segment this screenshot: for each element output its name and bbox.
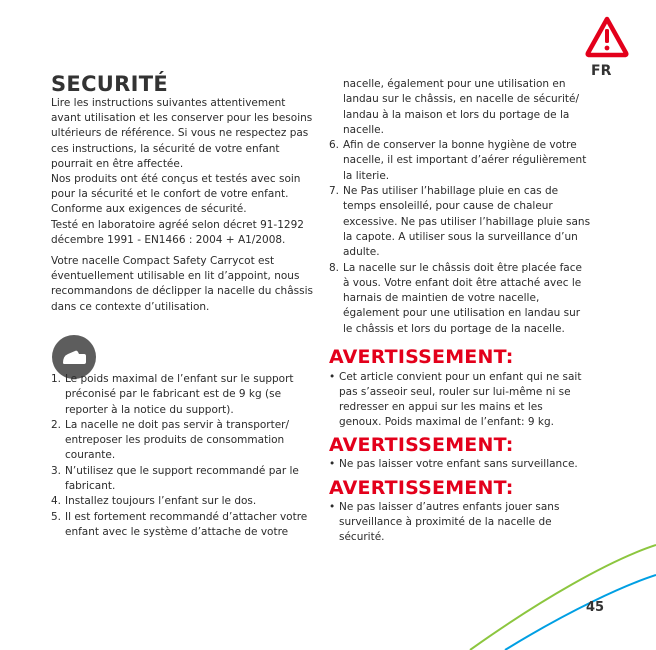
list-item: 2. La nacelle ne doit pas servir à transporter/ entreposer les produits de consommation courante. [51, 418, 290, 462]
conformity-text: Conforme aux exigences de sécurité. [51, 203, 247, 216]
warning-title: AVERTISSEMENT: [329, 477, 514, 499]
list-item: 3. N’utilisez que le support recommandé par le fabricant. [51, 464, 299, 493]
list-item: 6. Afin de conserver la bonne hygiène de votre nacelle, il est important d’aérer régulièrement la literie. [329, 139, 587, 182]
language-label: FR [591, 63, 612, 79]
warning-triangle-icon [585, 16, 629, 58]
warning-text: • Ne pas laisser votre enfant sans surveillance. [329, 458, 578, 470]
green-curve [470, 545, 656, 650]
list-item-continued: nacelle, également pour une utilisation en landau sur le châssis, en nacelle de sécurité/ landau à la maison et lors du portage de la nacelle. [343, 78, 580, 136]
blue-curve [505, 575, 656, 650]
instructions-list-left [51, 372, 313, 540]
list-item: 1. Le poids maximal de l’enfant sur le support préconisé par le fabricant est de 9 kg (se reporter à la notice du support). [51, 373, 294, 416]
intro-text: Lire les instructions suivantes attentivement avant utilisation et les conserver pour les besoins ultérieurs de référence. Si vous ne respectez pas ces instructions, la sécurité de votre enfant pourrait en être affectée. [51, 97, 313, 170]
usage-text: Votre nacelle Compact Safety Carrycot est éventuellement utilisable en lit d’appoint, nous recommandons de déclipper la nacelle du châssis dans ce contexte d’utilisation. [51, 255, 313, 313]
list-item: 5. Il est fortement recommandé d’attacher votre enfant avec le système d’attache de votre [51, 510, 308, 538]
instructions-list-right [329, 77, 591, 337]
lab-text: Testé en laboratoire agréé selon décret 91-1292 décembre 1991 - EN1466 : 2004 + A1/2008. [51, 218, 304, 246]
list-item: 4. Installez toujours l’enfant sur le dos. [51, 495, 257, 508]
tested-text: Nos produits ont été conçus et testés avec soin pour la sécurité et le confort de votre enfant. [51, 173, 301, 201]
warning-title: AVERTISSEMENT: [329, 346, 514, 368]
page-number: 45 [586, 600, 605, 615]
warning-title: AVERTISSEMENT: [329, 434, 514, 456]
warning-text: • Cet article convient pour un enfant qui ne sait pas s’asseoir seul, rouler sur lui-même ni se redresser en appui sur les mains et les genoux. Poids maximal de l’enfant: 9 kg. [329, 371, 582, 428]
page-title: SECURITÉ [51, 72, 168, 96]
warning-text: • Ne pas laisser d’autres enfants jouer sans surveillance à proximité de la nacelle de sécurité. [329, 501, 560, 543]
list-item: 8. La nacelle sur le châssis doit être placée face à vous. Votre enfant doit être attaché avec le harnais de maintien de votre nacelle, également pour une utilisation en landau sur le châssis et lors du portage de la nacelle. [329, 261, 582, 335]
list-item: 7. Ne Pas utiliser l’habillage pluie en cas de temps ensoleillé, pour cause de chaleur excessive. Ne pas utiliser l’habillage pluie sans la capote. A utiliser sous la surveillance d’un adulte. [329, 185, 591, 259]
safety-intro [51, 96, 313, 315]
